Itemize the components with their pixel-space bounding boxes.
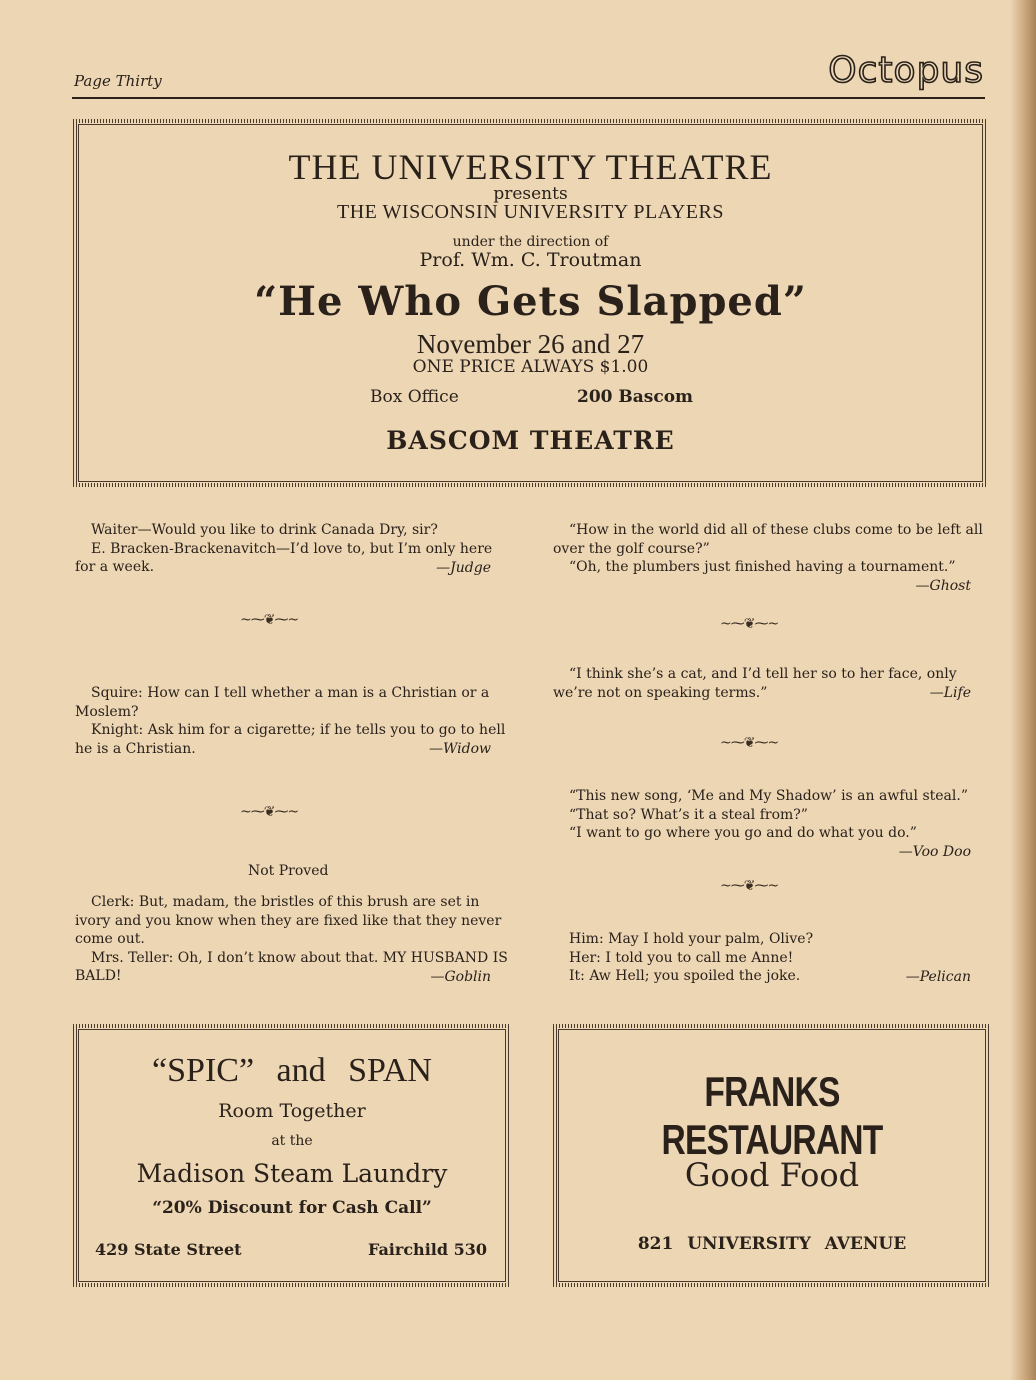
joke-right-4	[553, 930, 987, 986]
theatre-director: Prof. Wm. C. Troutman	[419, 249, 642, 271]
theatre-presents: presents	[493, 184, 568, 204]
joke-source: —Pelican	[905, 968, 971, 985]
joke-line: Waiter—Would you like to drink Canada Dry, sir?	[91, 522, 438, 538]
joke-line: “I want to go where you go and do what you do.”	[569, 825, 917, 841]
theatre-venue: BASCOM THEATRE	[386, 426, 675, 455]
joke-line: Knight: Ask him for a cigarette; if he tells you to go to hell he is a Christian.	[75, 722, 506, 757]
joke-source: —Ghost	[915, 577, 971, 594]
joke-line: “How in the world did all of these clubs come to be left all over the golf course?”	[553, 522, 983, 557]
joke-source: —Voo Doo	[898, 843, 971, 860]
laundry-at: at the	[271, 1133, 313, 1149]
joke-right-1	[553, 521, 987, 595]
joke-left-3	[75, 893, 509, 986]
ornament-divider: ~⁓❦⁓~	[240, 612, 299, 628]
header-rule	[72, 97, 985, 99]
joke-heading: Not Proved	[248, 863, 329, 879]
joke-line: “I think she’s a cat, and I’d tell her so to her face, only we’re not on speaking terms.”	[553, 666, 957, 701]
laundry-address: 429 State Street	[95, 1240, 242, 1259]
laundry-sub: Room Together	[218, 1100, 366, 1122]
joke-line: Clerk: But, madam, the bristles of this brush are set in ivory and you know when they are fixed like that they never come out.	[75, 894, 502, 947]
theatre-title: THE UNIVERSITY THEATRE	[288, 147, 773, 187]
theatre-box-office: Box Office	[370, 387, 459, 407]
joke-source: —Judge	[436, 559, 491, 576]
laundry-ad	[73, 1024, 511, 1287]
joke-line: “That so? What’s it a steal from?”	[569, 806, 808, 823]
restaurant-tagline: Good Food	[684, 1156, 860, 1194]
joke-left-2	[75, 684, 509, 759]
restaurant-ad	[553, 1024, 991, 1287]
ornament-divider: ~⁓❦⁓~	[720, 616, 779, 632]
theatre-direction: under the direction of	[452, 234, 609, 250]
joke-line: Mrs. Teller: Oh, I don’t know about that. MY HUSBAND IS BALD!	[75, 949, 508, 984]
magazine-title: Octopus	[828, 50, 984, 91]
joke-source: —Goblin	[430, 968, 491, 985]
joke-line: It: Aw Hell; you spoiled the joke.	[569, 968, 801, 984]
joke-line: “Oh, the plumbers just finished having a tournament.”	[569, 559, 956, 575]
ornament-divider: ~⁓❦⁓~	[240, 804, 299, 820]
laundry-discount: “20% Discount for Cash Call”	[152, 1198, 432, 1218]
joke-line: E. Bracken-Brackenavitch—I’d love to, but I’m only here for a week.	[75, 540, 493, 575]
joke-line: “This new song, ‘Me and My Shadow’ is an awful steal.”	[569, 788, 968, 804]
laundry-phone: Fairchild 530	[367, 1240, 487, 1259]
joke-line: Him: May I hold your palm, Olive?	[569, 931, 814, 947]
laundry-headline: “SPIC” and SPAN	[152, 1052, 432, 1089]
theatre-players: THE WISCONSIN UNIVERSITY PLAYERS	[337, 201, 724, 223]
theatre-dates: November 26 and 27	[416, 329, 645, 359]
theatre-address: 200 Bascom	[577, 387, 694, 407]
joke-line: Squire: How can I tell whether a man is a Christian or a Moslem?	[75, 685, 490, 720]
page-edge-shadow	[1010, 0, 1036, 1380]
restaurant-address: 821 UNIVERSITY AVENUE	[637, 1234, 907, 1254]
theatre-play-title: “He Who Gets Slapped”	[254, 278, 807, 325]
ornament-divider: ~⁓❦⁓~	[720, 735, 779, 751]
joke-right-3	[553, 787, 987, 861]
ornament-divider: ~⁓❦⁓~	[720, 878, 779, 894]
joke-source: —Widow	[429, 741, 491, 757]
joke-line: Her: I told you to call me Anne!	[569, 949, 794, 966]
restaurant-name: FRANKS RESTAURANT	[661, 1068, 883, 1163]
theatre-price: ONE PRICE ALWAYS $1.00	[412, 357, 649, 377]
joke-left-1	[75, 521, 509, 577]
joke-right-2	[553, 665, 987, 703]
laundry-name: Madison Steam Laundry	[136, 1159, 448, 1188]
joke-source: —Life	[929, 685, 971, 701]
theatre-ad	[73, 119, 988, 487]
page-number-label: Page Thirty	[74, 72, 162, 90]
